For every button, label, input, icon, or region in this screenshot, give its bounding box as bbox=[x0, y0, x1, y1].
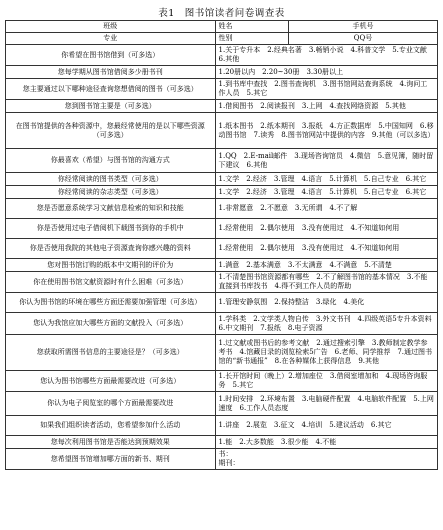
question-cell: 您主要通过以下哪种途径查询您想借阅的图书（可多选） bbox=[6, 79, 216, 100]
table-row bbox=[6, 259, 438, 272]
table-row bbox=[6, 149, 438, 173]
answer-cell: 1.经常使用 2.偶尔使用 3.没有使用过 4.不知道如何用 bbox=[215, 219, 437, 239]
answer-cell: 1.讲座 2.展览 3.征文 4.培训 5.建议活动 6.其它 bbox=[215, 416, 437, 436]
table-row bbox=[6, 45, 438, 66]
answer-cell: 1.非常愿意 2.不愿意 3.无所谓 4.不了解 bbox=[215, 199, 437, 219]
table-row bbox=[6, 239, 438, 259]
question-cell: 你经常阅读的杂志类型（可多选） bbox=[6, 186, 216, 199]
question-cell: 你经常阅读的图书类型（可多选） bbox=[6, 173, 216, 186]
name-label: 姓名 bbox=[215, 21, 288, 33]
header-row-2 bbox=[6, 33, 438, 45]
answer-cell: 1.满意 2.基本满意 3.不太满意 4.不满意 5.不清楚 bbox=[215, 259, 437, 272]
question-cell: 你希望在图书馆借到（可多选） bbox=[6, 45, 216, 66]
answer-cell: 1.QQ 2.E-mail邮件 3.现场咨询馆员 4.微信 5.意见簿，随时留下建议 6.其他 bbox=[215, 149, 437, 173]
answer-cell: 1.过文献或图书后的参考文献 2.通过搜索引擎 3.教师制定教学参考书 4.馆藏目录的浏览检索5广告 6.老师、同学推荐 7.通过图书馆的“新书通报” 8.在各种媒体上获得信息 9.其他 bbox=[215, 335, 437, 371]
qq-label: QQ号 bbox=[288, 33, 437, 45]
question-cell: 你在使用图书馆文献资源时有什么困难（可多选） bbox=[6, 272, 216, 293]
answer-cell: 1.学科类 2.文学类人物自传 3.外文书刊 4.四级英语5专升本资料 6.中文期刊 7.报纸 8.电子资源 bbox=[215, 313, 437, 335]
table-row bbox=[6, 371, 438, 392]
table-row bbox=[6, 219, 438, 239]
question-cell: 你认为图书馆的环境在哪些方面还需要加强管理（可多选） bbox=[6, 293, 216, 313]
table-row bbox=[6, 313, 438, 335]
answer-cell: 1.文学 2.经济 3.管理 4.语言 5.计算机 5.自己专业 6.其它 bbox=[215, 173, 437, 186]
question-cell: 您每学期从图书馆借阅多少册书刊 bbox=[6, 66, 216, 79]
table-row bbox=[6, 79, 438, 100]
table-row bbox=[6, 436, 438, 449]
answer-cell: 书： 期刊： bbox=[215, 449, 437, 470]
header-row-1 bbox=[6, 21, 438, 33]
table-row bbox=[6, 100, 438, 113]
page-title: 表1 图书馆读者问卷调查表 bbox=[158, 8, 285, 19]
table-row bbox=[6, 66, 438, 79]
survey-table bbox=[5, 20, 438, 470]
question-cell: 你是否使用过电子借阅机下载图书到你的手机中 bbox=[6, 219, 216, 239]
table-row bbox=[6, 113, 438, 149]
table-row bbox=[6, 199, 438, 219]
answer-cell: 1.关于专升本 2.经典名著 3.畅销小说 4.科普文学 5.专业文献 6.其他 bbox=[215, 45, 437, 66]
question-cell: 你是否使用我院的其他电子资源查询你感兴趣的资料 bbox=[6, 239, 216, 259]
answer-cell: 1.纸本图书 2.纸本期刊 3.报纸 4.方正数据库 5.中国知网 6.移动图书馆 7.读秀 8.图书馆网站中提供的内容 9.其他（可以多选） bbox=[215, 113, 437, 149]
table-row bbox=[6, 186, 438, 199]
table-row bbox=[6, 449, 438, 470]
question-cell: 您每次利用图书馆是否能达到预期效果 bbox=[6, 436, 216, 449]
table-row bbox=[6, 335, 438, 371]
question-cell: 您认为图书馆哪些方面最需要改进（可多选） bbox=[6, 371, 216, 392]
answer-cell: 1.能 2.大多数能 3.很少能 4.不能 bbox=[215, 436, 437, 449]
answer-cell: 1.20册以内 2.20~30册 3.30册以上 bbox=[215, 66, 437, 79]
table-row bbox=[6, 416, 438, 436]
phone-label: 手机号 bbox=[288, 21, 437, 33]
major-label: 专业 bbox=[6, 33, 216, 45]
question-cell: 您对图书馆订购的纸本中文期刊的评价为 bbox=[6, 259, 216, 272]
table-row bbox=[6, 272, 438, 293]
answer-cell: 1.不清楚图书馆资源都有哪些 2.不了解图书馆的基本情况 3.不能直接到书库找书 4.得不到工作人员的帮助 bbox=[215, 272, 437, 293]
question-cell: 您认为我馆应加大哪些方面的文献投入（可多选） bbox=[6, 313, 216, 335]
answer-cell: 1.文学 2.经济 3.管理 4.语言 5.计算机 5.自己专业 6.其它 bbox=[215, 186, 437, 199]
question-cell: 您希望图书馆增加哪方面的新书、期刊 bbox=[6, 449, 216, 470]
question-cell: 如果我们组织读者活动，您希望参加什么活动 bbox=[6, 416, 216, 436]
answer-cell: 1.借阅图书 2.阅读报刊 3.上网 4.查找网络资源 5.其他 bbox=[215, 100, 437, 113]
class-label: 班级 bbox=[6, 21, 216, 33]
question-cell: 您到图书馆主要是（可多选） bbox=[6, 100, 216, 113]
question-cell: 你最喜欢（希望）与图书馆的沟通方式 bbox=[6, 149, 216, 173]
question-cell: 在图书馆提供的各种资源中，您最经常使用的是以下哪些资源（可多选） bbox=[6, 113, 216, 149]
question-cell: 你认为电子阅览室的哪个方面最需要改进 bbox=[6, 392, 216, 416]
question-cell: 您是否愿意系统学习文献信息检索的知识和技能 bbox=[6, 199, 216, 219]
table-row bbox=[6, 392, 438, 416]
answer-cell: 1.时间安排 2.环境布置 3.电脑硬件配置 4.电脑软件配置 5.上网速度 6.工作人员态度 bbox=[215, 392, 437, 416]
gender-label: 性别 bbox=[215, 33, 288, 45]
answer-cell: 1.管理安静氛围 2.保持整洁 3.绿化 4.美化 bbox=[215, 293, 437, 313]
answer-cell: 1.长开馆时间（晚上）2.增加座位 3.借阅室增加和 4.现场咨询服务 5.其它 bbox=[215, 371, 437, 392]
question-cell: 您获取所需图书信息的主要途径是？（可多选） bbox=[6, 335, 216, 371]
table-row bbox=[6, 173, 438, 186]
table-row bbox=[6, 293, 438, 313]
answer-cell: 1.经常使用 2.偶尔使用 3.没有使用过 4.不知道如何用 bbox=[215, 239, 437, 259]
answer-cell: 1.到书库中查找 2.图书查询机 3.图书馆网站查询系统 4.询问工作人员 5.其它 bbox=[215, 79, 437, 100]
